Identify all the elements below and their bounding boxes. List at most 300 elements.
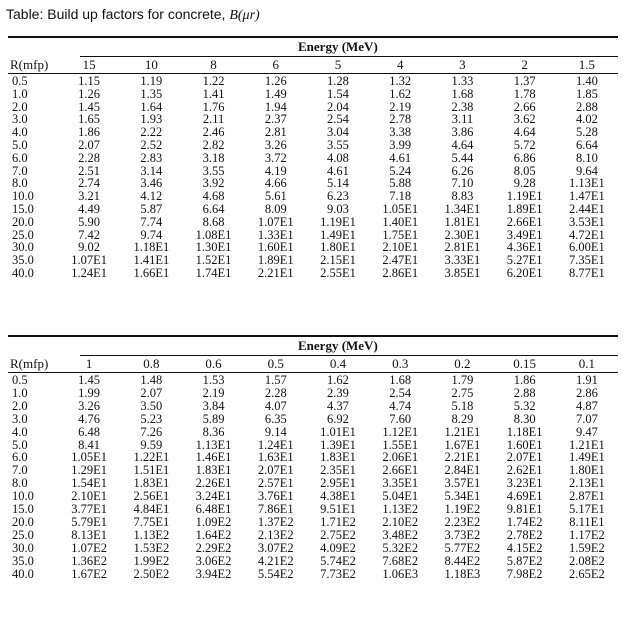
table-row bbox=[8, 165, 618, 178]
buildup-value-cell: 2.74 bbox=[78, 177, 101, 191]
buildup-value-cell: 2.62E1 bbox=[506, 464, 543, 478]
buildup-value-cell: 6.48E1 bbox=[195, 503, 232, 516]
buildup-value-cell: 5.88 bbox=[389, 177, 412, 191]
buildup-value-cell: 4.02 bbox=[575, 113, 598, 127]
buildup-value-cell: 7.07 bbox=[575, 412, 598, 426]
buildup-value-cell: 1.33 bbox=[451, 74, 474, 88]
buildup-value-cell: 6.48 bbox=[78, 425, 101, 439]
table-row bbox=[8, 88, 618, 101]
table-row bbox=[8, 267, 618, 280]
mfp-cell: 10.0 bbox=[12, 190, 34, 203]
caption-text: Table: Build up factors for concrete, bbox=[6, 6, 230, 22]
mfp-cell: 3.0 bbox=[12, 412, 28, 426]
buildup-value-cell: 3.85E1 bbox=[444, 266, 481, 280]
buildup-value-cell: 2.75 bbox=[451, 386, 474, 400]
buildup-value-cell: 2.86 bbox=[575, 386, 598, 400]
buildup-value-cell: 4.08 bbox=[327, 151, 349, 165]
buildup-value-cell: 4.49 bbox=[78, 202, 101, 216]
buildup-value-cell: 4.68 bbox=[202, 190, 225, 203]
buildup-value-cell: 7.35E1 bbox=[568, 254, 605, 267]
buildup-value-cell: 8.36 bbox=[202, 425, 225, 439]
buildup-value-cell: 1.39E1 bbox=[320, 438, 356, 452]
buildup-value-cell: 3.07E2 bbox=[257, 541, 294, 555]
buildup-value-cell: 1.64E2 bbox=[195, 528, 232, 542]
buildup-value-cell: 1.89E1 bbox=[257, 254, 294, 267]
buildup-value-cell: 3.49E1 bbox=[506, 228, 543, 242]
buildup-value-cell: 1.41E1 bbox=[133, 254, 170, 267]
buildup-value-cell: 1.67E1 bbox=[444, 438, 481, 452]
buildup-value-cell: 1.54 bbox=[327, 87, 349, 101]
buildup-value-cell: 6.23 bbox=[327, 190, 349, 203]
buildup-value-cell: 3.55 bbox=[327, 138, 349, 152]
buildup-value-cell: 3.99 bbox=[389, 138, 412, 152]
buildup-value-cell: 5.32E2 bbox=[382, 541, 419, 555]
buildup-value-cell: 1.85 bbox=[575, 87, 598, 101]
buildup-value-cell: 5.27E1 bbox=[506, 254, 543, 267]
buildup-value-cell: 2.88 bbox=[513, 386, 536, 400]
buildup-value-cell: 1.34E1 bbox=[444, 202, 481, 216]
table-row bbox=[8, 190, 618, 203]
buildup-value-cell: 3.62 bbox=[513, 113, 536, 127]
mfp-cell: 6.0 bbox=[12, 451, 28, 465]
buildup-value-cell: 4.66 bbox=[264, 177, 287, 191]
energy-column-header: 0.3 bbox=[369, 356, 431, 373]
buildup-value-cell: 2.81 bbox=[264, 126, 287, 139]
buildup-value-cell: 1.36E2 bbox=[71, 554, 107, 568]
buildup-value-cell: 2.39 bbox=[327, 386, 349, 400]
buildup-value-cell: 1.45 bbox=[78, 373, 101, 387]
table-row bbox=[8, 503, 618, 516]
buildup-value-cell: 6.92 bbox=[327, 412, 349, 426]
buildup-value-cell: 7.18 bbox=[389, 190, 412, 203]
data-table bbox=[8, 356, 618, 581]
buildup-value-cell: 8.11E1 bbox=[569, 515, 605, 529]
buildup-value-cell: 4.38E1 bbox=[320, 490, 356, 504]
table-row bbox=[8, 568, 618, 581]
mfp-cell: 40.0 bbox=[12, 567, 34, 581]
buildup-value-cell: 2.65E2 bbox=[568, 567, 605, 581]
mfp-cell: 25.0 bbox=[12, 228, 34, 242]
buildup-value-cell: 4.19 bbox=[264, 164, 287, 178]
mfp-cell: 15.0 bbox=[12, 503, 34, 516]
buildup-value-cell: 3.14 bbox=[140, 164, 163, 178]
buildup-value-cell: 1.32 bbox=[389, 74, 412, 88]
table-row bbox=[8, 101, 618, 114]
buildup-table-low-energy bbox=[8, 335, 618, 581]
buildup-value-cell: 3.72 bbox=[264, 151, 287, 165]
mfp-cell: 4.0 bbox=[12, 425, 28, 439]
buildup-value-cell: 9.28 bbox=[513, 177, 536, 191]
buildup-value-cell: 1.15 bbox=[78, 74, 101, 88]
buildup-value-cell: 2.86E1 bbox=[382, 266, 419, 280]
buildup-value-cell: 5.87E2 bbox=[506, 554, 543, 568]
buildup-table-high-energy bbox=[8, 36, 618, 280]
buildup-value-cell: 3.06E2 bbox=[195, 554, 232, 568]
buildup-value-cell: 2.55E1 bbox=[320, 266, 356, 280]
buildup-value-cell: 2.88 bbox=[575, 100, 598, 114]
energy-column-header: 10 bbox=[120, 57, 182, 74]
buildup-value-cell: 1.28 bbox=[327, 74, 349, 88]
buildup-value-cell: 5.72 bbox=[513, 138, 536, 152]
buildup-value-cell: 2.46 bbox=[202, 126, 225, 139]
buildup-value-cell: 2.78E2 bbox=[506, 528, 543, 542]
energy-column-header: 0.2 bbox=[431, 356, 493, 373]
buildup-value-cell: 8.41 bbox=[78, 438, 101, 452]
buildup-value-cell: 2.06E1 bbox=[382, 451, 419, 465]
mfp-cell: 5.0 bbox=[12, 438, 28, 452]
buildup-value-cell: 7.42 bbox=[78, 228, 101, 242]
buildup-value-cell: 1.05E1 bbox=[382, 202, 419, 216]
table-caption bbox=[6, 4, 260, 26]
buildup-value-cell: 1.21E1 bbox=[568, 438, 605, 452]
energy-heading: Energy (MeV) bbox=[298, 338, 378, 353]
buildup-value-cell: 2.28 bbox=[264, 386, 287, 400]
buildup-value-cell: 1.17E2 bbox=[568, 528, 605, 542]
buildup-value-cell: 2.54 bbox=[327, 113, 349, 127]
buildup-value-cell: 6.35 bbox=[264, 412, 287, 426]
buildup-value-cell: 1.47E1 bbox=[568, 190, 605, 203]
table-row bbox=[8, 74, 618, 88]
buildup-value-cell: 2.66 bbox=[513, 100, 536, 114]
buildup-value-cell: 4.61 bbox=[327, 164, 349, 178]
buildup-value-cell: 1.33E1 bbox=[257, 228, 294, 242]
buildup-value-cell: 3.94E2 bbox=[195, 567, 232, 581]
buildup-value-cell: 8.13E1 bbox=[71, 528, 107, 542]
buildup-value-cell: 2.75E2 bbox=[320, 528, 356, 542]
buildup-value-cell: 7.74 bbox=[140, 215, 163, 229]
buildup-value-cell: 2.35E1 bbox=[320, 464, 356, 478]
buildup-value-cell: 3.76E1 bbox=[257, 490, 294, 504]
buildup-value-cell: 1.89E1 bbox=[506, 202, 543, 216]
buildup-value-cell: 2.82 bbox=[202, 138, 225, 152]
energy-column-header: 1.5 bbox=[556, 57, 618, 74]
buildup-value-cell: 1.80E1 bbox=[568, 464, 605, 478]
energy-column-header: 8 bbox=[182, 57, 244, 74]
buildup-value-cell: 7.73E2 bbox=[320, 567, 356, 581]
buildup-value-cell: 2.19 bbox=[389, 100, 412, 114]
buildup-value-cell: 1.18E1 bbox=[133, 241, 170, 255]
table-row bbox=[8, 387, 618, 400]
mfp-cell: 4.0 bbox=[12, 126, 28, 139]
buildup-value-cell: 1.64 bbox=[140, 100, 163, 114]
buildup-value-cell: 9.81E1 bbox=[506, 503, 543, 516]
buildup-value-cell: 2.56E1 bbox=[133, 490, 170, 504]
buildup-value-cell: 1.62 bbox=[327, 373, 349, 387]
buildup-value-cell: 4.64 bbox=[513, 126, 536, 139]
buildup-value-cell: 1.80E1 bbox=[320, 241, 356, 255]
buildup-value-cell: 1.01E1 bbox=[320, 425, 356, 439]
buildup-value-cell: 2.30E1 bbox=[444, 228, 481, 242]
buildup-value-cell: 1.52E1 bbox=[195, 254, 232, 267]
buildup-value-cell: 8.83 bbox=[451, 190, 474, 203]
energy-column-header: 0.1 bbox=[556, 356, 618, 373]
buildup-value-cell: 8.29 bbox=[451, 412, 474, 426]
buildup-value-cell: 2.50E2 bbox=[133, 567, 170, 581]
buildup-value-cell: 2.08E2 bbox=[568, 554, 605, 568]
buildup-value-cell: 7.75E1 bbox=[133, 515, 170, 529]
buildup-value-cell: 2.21E1 bbox=[257, 266, 294, 280]
mfp-cell: 7.0 bbox=[12, 464, 28, 478]
buildup-value-cell: 1.94 bbox=[264, 100, 287, 114]
table-row bbox=[8, 464, 618, 477]
buildup-value-cell: 3.48E2 bbox=[382, 528, 419, 542]
table-row bbox=[8, 477, 618, 490]
buildup-value-cell: 1.83E1 bbox=[195, 464, 232, 478]
energy-column-header: 5 bbox=[307, 57, 369, 74]
buildup-value-cell: 5.61 bbox=[264, 190, 287, 203]
mfp-cell: 8.0 bbox=[12, 177, 28, 191]
mfp-cell: 3.0 bbox=[12, 113, 28, 127]
buildup-value-cell: 1.08E1 bbox=[195, 228, 232, 242]
buildup-value-cell: 2.83 bbox=[140, 151, 163, 165]
buildup-value-cell: 3.26 bbox=[264, 138, 287, 152]
buildup-value-cell: 3.35E1 bbox=[382, 477, 419, 491]
buildup-value-cell: 1.53E2 bbox=[133, 541, 170, 555]
energy-column-header: 3 bbox=[431, 57, 493, 74]
energy-heading: Energy (MeV) bbox=[298, 39, 378, 54]
buildup-value-cell: 4.74 bbox=[389, 399, 412, 413]
buildup-value-cell: 5.87 bbox=[140, 202, 163, 216]
buildup-value-cell: 1.26 bbox=[264, 74, 287, 88]
buildup-value-cell: 1.99 bbox=[78, 386, 101, 400]
table-row bbox=[8, 177, 618, 190]
energy-column-header: 4 bbox=[369, 57, 431, 74]
buildup-value-cell: 8.68 bbox=[202, 215, 225, 229]
buildup-value-cell: 6.86 bbox=[513, 151, 536, 165]
table-row bbox=[8, 451, 618, 464]
buildup-value-cell: 5.23 bbox=[140, 412, 163, 426]
buildup-value-cell: 1.13E2 bbox=[133, 528, 170, 542]
energy-column-header: 0.8 bbox=[120, 356, 182, 373]
buildup-value-cell: 1.05E1 bbox=[71, 451, 107, 465]
buildup-value-cell: 9.47 bbox=[575, 425, 598, 439]
table-row bbox=[8, 241, 618, 254]
buildup-value-cell: 3.53E1 bbox=[568, 215, 605, 229]
buildup-value-cell: 2.22 bbox=[140, 126, 163, 139]
mfp-cell: 8.0 bbox=[12, 477, 28, 491]
buildup-value-cell: 1.37E2 bbox=[257, 515, 294, 529]
buildup-value-cell: 4.12 bbox=[140, 190, 163, 203]
mfp-cell: 2.0 bbox=[12, 399, 28, 413]
mfp-cell: 0.5 bbox=[12, 373, 28, 387]
buildup-value-cell: 9.14 bbox=[264, 425, 287, 439]
buildup-value-cell: 6.00E1 bbox=[568, 241, 605, 255]
energy-column-header: 0.6 bbox=[182, 356, 244, 373]
buildup-value-cell: 5.34E1 bbox=[444, 490, 481, 504]
buildup-value-cell: 1.66E1 bbox=[133, 266, 170, 280]
buildup-value-cell: 1.41 bbox=[202, 87, 225, 101]
buildup-value-cell: 5.28 bbox=[575, 126, 598, 139]
buildup-value-cell: 2.54 bbox=[389, 386, 412, 400]
mfp-cell: 30.0 bbox=[12, 241, 34, 255]
buildup-value-cell: 1.30E1 bbox=[195, 241, 232, 255]
buildup-value-cell: 2.47E1 bbox=[382, 254, 419, 267]
buildup-value-cell: 5.32 bbox=[513, 399, 536, 413]
buildup-value-cell: 2.84E1 bbox=[444, 464, 481, 478]
buildup-value-cell: 1.19E2 bbox=[444, 503, 481, 516]
row-header-label: R(mfp) bbox=[8, 57, 58, 74]
mfp-cell: 0.5 bbox=[12, 74, 28, 88]
mfp-cell: 10.0 bbox=[12, 490, 34, 504]
buildup-value-cell: 1.06E3 bbox=[382, 567, 419, 581]
table-row bbox=[8, 373, 618, 387]
buildup-value-cell: 3.24E1 bbox=[195, 490, 232, 504]
buildup-value-cell: 1.74E2 bbox=[506, 515, 543, 529]
buildup-value-cell: 3.46 bbox=[140, 177, 163, 191]
buildup-value-cell: 9.64 bbox=[575, 164, 598, 178]
buildup-value-cell: 1.18E1 bbox=[506, 425, 543, 439]
table-row bbox=[8, 413, 618, 426]
buildup-value-cell: 2.04 bbox=[327, 100, 349, 114]
buildup-value-cell: 1.76 bbox=[202, 100, 225, 114]
buildup-value-cell: 4.21E2 bbox=[257, 554, 294, 568]
mfp-cell: 35.0 bbox=[12, 254, 34, 267]
buildup-value-cell: 2.78 bbox=[389, 113, 412, 127]
buildup-value-cell: 2.66E1 bbox=[382, 464, 419, 478]
table-row bbox=[8, 113, 618, 126]
buildup-value-cell: 5.79E1 bbox=[71, 515, 107, 529]
buildup-value-cell: 8.05 bbox=[513, 164, 536, 178]
buildup-value-cell: 2.44E1 bbox=[568, 202, 605, 216]
buildup-value-cell: 2.28 bbox=[78, 151, 101, 165]
energy-column-header: 0.4 bbox=[307, 356, 369, 373]
buildup-value-cell: 3.38 bbox=[389, 126, 412, 139]
buildup-value-cell: 4.36E1 bbox=[506, 241, 543, 255]
buildup-value-cell: 1.79 bbox=[451, 373, 474, 387]
buildup-value-cell: 3.92 bbox=[202, 177, 225, 191]
buildup-value-cell: 2.38 bbox=[451, 100, 474, 114]
buildup-value-cell: 3.23E1 bbox=[506, 477, 543, 491]
row-header-label: R(mfp) bbox=[8, 356, 58, 373]
buildup-value-cell: 2.07 bbox=[78, 138, 101, 152]
buildup-value-cell: 5.24 bbox=[389, 164, 412, 178]
buildup-value-cell: 4.61 bbox=[389, 151, 412, 165]
buildup-value-cell: 1.83E1 bbox=[133, 477, 170, 491]
buildup-value-cell: 1.40E1 bbox=[382, 215, 419, 229]
buildup-value-cell: 1.09E2 bbox=[195, 515, 232, 529]
buildup-value-cell: 1.99E2 bbox=[133, 554, 170, 568]
energy-column-header: 6 bbox=[245, 57, 307, 74]
buildup-value-cell: 1.49E1 bbox=[568, 451, 605, 465]
buildup-value-cell: 1.71E2 bbox=[320, 515, 356, 529]
buildup-value-cell: 6.20E1 bbox=[506, 266, 543, 280]
buildup-value-cell: 1.91 bbox=[575, 373, 598, 387]
buildup-value-cell: 3.57E1 bbox=[444, 477, 481, 491]
buildup-value-cell: 7.26 bbox=[140, 425, 163, 439]
mfp-cell: 15.0 bbox=[12, 202, 34, 216]
buildup-value-cell: 1.74E1 bbox=[195, 266, 232, 280]
buildup-value-cell: 1.13E1 bbox=[195, 438, 232, 452]
mfp-cell: 7.0 bbox=[12, 164, 28, 178]
buildup-value-cell: 3.26 bbox=[78, 399, 101, 413]
buildup-value-cell: 8.77E1 bbox=[568, 266, 605, 280]
buildup-value-cell: 9.59 bbox=[140, 438, 163, 452]
buildup-value-cell: 1.68 bbox=[451, 87, 474, 101]
mfp-cell: 20.0 bbox=[12, 215, 34, 229]
buildup-value-cell: 2.87E1 bbox=[568, 490, 605, 504]
buildup-value-cell: 3.73E2 bbox=[444, 528, 481, 542]
buildup-value-cell: 1.19E1 bbox=[506, 190, 543, 203]
buildup-value-cell: 2.37 bbox=[264, 113, 287, 127]
buildup-value-cell: 2.10E2 bbox=[382, 515, 419, 529]
data-table bbox=[8, 57, 618, 280]
buildup-value-cell: 1.54E1 bbox=[71, 477, 107, 491]
buildup-value-cell: 2.13E2 bbox=[257, 528, 294, 542]
buildup-value-cell: 2.13E1 bbox=[568, 477, 605, 491]
buildup-value-cell: 1.75E1 bbox=[382, 228, 419, 242]
buildup-value-cell: 7.60 bbox=[389, 412, 412, 426]
buildup-value-cell: 7.98E2 bbox=[506, 567, 543, 581]
buildup-value-cell: 4.87 bbox=[575, 399, 598, 413]
buildup-value-cell: 3.86 bbox=[451, 126, 474, 139]
table-row bbox=[8, 126, 618, 139]
buildup-value-cell: 8.10 bbox=[575, 151, 598, 165]
buildup-value-cell: 1.24E1 bbox=[71, 266, 107, 280]
energy-column-header: 0.5 bbox=[245, 356, 307, 373]
buildup-value-cell: 1.45 bbox=[78, 100, 101, 114]
mfp-cell: 5.0 bbox=[12, 138, 28, 152]
buildup-value-cell: 3.33E1 bbox=[444, 254, 481, 267]
buildup-value-cell: 7.68E2 bbox=[382, 554, 419, 568]
buildup-value-cell: 1.60E1 bbox=[257, 241, 294, 255]
mfp-cell: 6.0 bbox=[12, 151, 28, 165]
buildup-value-cell: 4.69E1 bbox=[506, 490, 543, 504]
buildup-value-cell: 1.29E1 bbox=[71, 464, 107, 478]
buildup-value-cell: 1.48 bbox=[140, 373, 163, 387]
buildup-value-cell: 5.74E2 bbox=[320, 554, 356, 568]
buildup-value-cell: 5.89 bbox=[202, 412, 225, 426]
buildup-value-cell: 4.76 bbox=[78, 412, 101, 426]
mfp-cell: 20.0 bbox=[12, 515, 34, 529]
buildup-value-cell: 1.53 bbox=[202, 373, 225, 387]
buildup-value-cell: 1.13E2 bbox=[382, 503, 419, 516]
buildup-value-cell: 6.64 bbox=[202, 202, 225, 216]
buildup-value-cell: 2.07 bbox=[140, 386, 163, 400]
buildup-value-cell: 8.30 bbox=[513, 412, 536, 426]
buildup-value-cell: 1.51E1 bbox=[133, 464, 170, 478]
mfp-cell: 25.0 bbox=[12, 528, 34, 542]
buildup-value-cell: 1.26 bbox=[78, 87, 101, 101]
buildup-value-cell: 2.15E1 bbox=[320, 254, 356, 267]
energy-column-header: 0.15 bbox=[494, 356, 556, 373]
buildup-value-cell: 1.60E1 bbox=[506, 438, 543, 452]
table-row bbox=[8, 555, 618, 568]
buildup-value-cell: 1.83E1 bbox=[320, 451, 356, 465]
mfp-cell: 1.0 bbox=[12, 386, 28, 400]
buildup-value-cell: 3.50 bbox=[140, 399, 163, 413]
buildup-value-cell: 6.64 bbox=[575, 138, 598, 152]
buildup-value-cell: 5.90 bbox=[78, 215, 101, 229]
buildup-value-cell: 9.51E1 bbox=[320, 503, 356, 516]
buildup-value-cell: 2.21E1 bbox=[444, 451, 481, 465]
buildup-value-cell: 2.26E1 bbox=[195, 477, 232, 491]
buildup-value-cell: 1.68 bbox=[389, 373, 412, 387]
buildup-value-cell: 4.15E2 bbox=[506, 541, 543, 555]
buildup-value-cell: 1.22 bbox=[202, 74, 225, 88]
buildup-value-cell: 1.07E2 bbox=[71, 541, 107, 555]
buildup-value-cell: 1.37 bbox=[513, 74, 536, 88]
table-row bbox=[8, 439, 618, 452]
buildup-value-cell: 1.81E1 bbox=[444, 215, 481, 229]
buildup-value-cell: 4.07 bbox=[264, 399, 287, 413]
table-row bbox=[8, 542, 618, 555]
buildup-value-cell: 1.93 bbox=[140, 113, 163, 127]
mfp-cell: 1.0 bbox=[12, 87, 28, 101]
table-row bbox=[8, 139, 618, 152]
caption-symbol: B(μr) bbox=[229, 8, 260, 23]
buildup-value-cell: 1.49 bbox=[264, 87, 287, 101]
mfp-cell: 2.0 bbox=[12, 100, 28, 114]
